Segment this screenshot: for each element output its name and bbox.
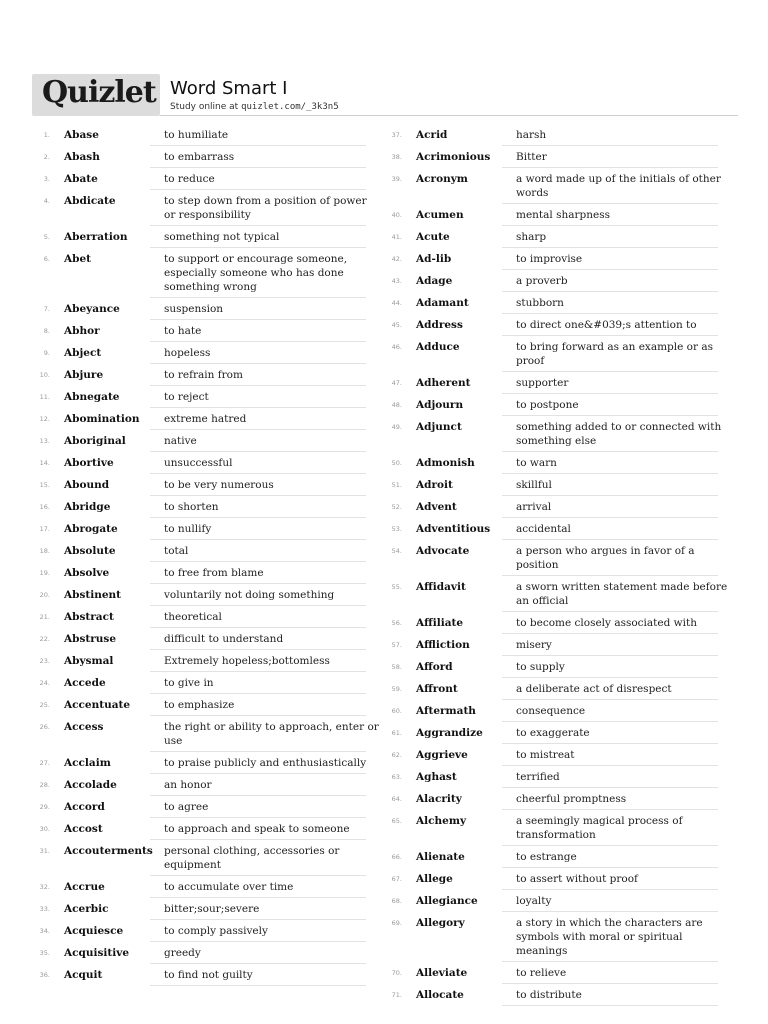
term-number: 29. xyxy=(39,803,50,811)
term-row xyxy=(384,868,722,890)
term-number: 66. xyxy=(391,853,402,861)
term-row xyxy=(32,342,370,364)
term-row xyxy=(384,576,728,612)
set-title: Word Smart I xyxy=(170,78,288,99)
term-word: Allegiance xyxy=(416,895,478,907)
term-definition: to comply passively xyxy=(164,925,268,937)
term-number: 50. xyxy=(391,459,402,467)
term-row xyxy=(384,168,722,204)
term-word: Adjunct xyxy=(416,421,462,433)
term-row xyxy=(384,722,722,744)
term-number: 40. xyxy=(391,211,402,219)
term-definition: to step down from a position of power or responsibility xyxy=(164,195,367,221)
page-header xyxy=(32,74,738,116)
term-number: 42. xyxy=(391,255,402,263)
term-row xyxy=(384,394,722,416)
term-row xyxy=(32,650,370,672)
term-row xyxy=(32,226,370,248)
term-word: Aggrandize xyxy=(416,727,483,739)
term-definition: a seemingly magical process of transformation xyxy=(516,815,683,841)
term-number: 64. xyxy=(391,795,402,803)
term-number: 41. xyxy=(391,233,402,241)
term-word: Allege xyxy=(416,873,453,885)
term-row xyxy=(32,146,370,168)
term-definition: to humiliate xyxy=(164,129,229,141)
term-definition: extreme hatred xyxy=(164,413,247,425)
term-row xyxy=(384,204,722,226)
term-row xyxy=(32,716,379,752)
term-word: Afford xyxy=(416,661,453,673)
term-definition: Bitter xyxy=(516,151,547,163)
term-row xyxy=(32,876,370,898)
term-definition: to improvise xyxy=(516,253,583,265)
term-definition: the right or ability to approach, enter or use xyxy=(164,721,379,747)
term-definition: to reduce xyxy=(164,173,215,185)
term-row xyxy=(32,964,370,986)
term-definition: to reject xyxy=(164,391,209,403)
term-word: Accouterments xyxy=(64,845,153,857)
term-word: Acquiesce xyxy=(64,925,124,937)
term-row xyxy=(384,846,722,868)
term-row xyxy=(32,818,370,840)
term-row xyxy=(384,248,722,270)
logo-text: Quizlet xyxy=(42,75,156,110)
term-definition: an honor xyxy=(164,779,212,791)
term-number: 65. xyxy=(391,817,402,825)
term-definition: a word made up of the initials of other words xyxy=(516,173,721,199)
term-number: 68. xyxy=(391,897,402,905)
term-definition: to find not guilty xyxy=(164,969,253,981)
term-number: 53. xyxy=(391,525,402,533)
term-row xyxy=(384,912,722,962)
term-row xyxy=(384,984,722,1006)
term-definition: to give in xyxy=(164,677,214,689)
term-number: 17. xyxy=(39,525,50,533)
term-definition: voluntarily not doing something xyxy=(164,589,335,601)
term-number: 32. xyxy=(39,883,50,891)
term-number: 43. xyxy=(391,277,402,285)
term-number: 38. xyxy=(391,153,402,161)
term-number: 9. xyxy=(43,349,50,357)
term-definition: greedy xyxy=(164,947,201,959)
term-number: 56. xyxy=(391,619,402,627)
term-word: Adduce xyxy=(416,341,460,353)
term-word: Abnegate xyxy=(64,391,120,403)
term-word: Accede xyxy=(64,677,106,689)
term-word: Acronym xyxy=(416,173,468,185)
term-definition: to agree xyxy=(164,801,209,813)
term-number: 4. xyxy=(43,197,50,205)
term-definition: accidental xyxy=(516,523,571,535)
term-word: Allegory xyxy=(416,917,465,929)
term-definition: loyalty xyxy=(516,895,552,907)
term-row xyxy=(32,562,370,584)
term-row xyxy=(32,584,370,606)
term-number: 52. xyxy=(391,503,402,511)
term-word: Abstruse xyxy=(64,633,117,645)
term-row xyxy=(384,496,722,518)
term-row xyxy=(32,774,370,796)
term-word: Abortive xyxy=(64,457,114,469)
term-definition: something added to or connected with something else xyxy=(516,421,722,447)
term-definition: terrified xyxy=(516,771,560,783)
term-number: 26. xyxy=(39,723,50,731)
term-word: Alleviate xyxy=(416,967,468,979)
term-word: Acrid xyxy=(416,129,448,141)
term-word: Alchemy xyxy=(416,815,467,827)
term-number: 63. xyxy=(391,773,402,781)
term-word: Adjourn xyxy=(416,399,464,411)
term-word: Acrimonious xyxy=(416,151,491,163)
term-number: 23. xyxy=(39,657,50,665)
term-row xyxy=(32,606,370,628)
term-number: 45. xyxy=(391,321,402,329)
term-definition: to support or encourage someone, especially someone who has done something wrong xyxy=(164,253,348,293)
term-row xyxy=(32,694,370,716)
term-number: 19. xyxy=(39,569,50,577)
term-number: 70. xyxy=(391,969,402,977)
term-row xyxy=(384,314,722,336)
term-word: Acute xyxy=(416,231,450,243)
term-word: Abstinent xyxy=(64,589,122,601)
term-definition: stubborn xyxy=(516,297,564,309)
term-row xyxy=(384,226,722,248)
term-row xyxy=(32,672,370,694)
term-number: 6. xyxy=(43,255,50,263)
term-definition: native xyxy=(164,435,197,447)
term-word: Accentuate xyxy=(64,699,131,711)
term-row xyxy=(384,766,722,788)
term-definition: a deliberate act of disrespect xyxy=(516,683,672,695)
term-number: 60. xyxy=(391,707,402,715)
term-number: 30. xyxy=(39,825,50,833)
term-row xyxy=(32,898,370,920)
header-divider xyxy=(160,115,738,116)
term-word: Allocate xyxy=(416,989,464,1001)
term-row xyxy=(32,298,370,320)
term-number: 25. xyxy=(39,701,50,709)
term-row xyxy=(384,372,722,394)
term-row xyxy=(384,678,722,700)
term-number: 48. xyxy=(391,401,402,409)
term-number: 57. xyxy=(391,641,402,649)
term-number: 61. xyxy=(391,729,402,737)
term-word: Accost xyxy=(64,823,103,835)
term-definition: suspension xyxy=(164,303,224,315)
term-definition: bitter;sour;severe xyxy=(164,903,260,915)
term-number: 54. xyxy=(391,547,402,555)
term-number: 46. xyxy=(391,343,402,351)
term-definition: supporter xyxy=(516,377,569,389)
term-definition: misery xyxy=(516,639,552,651)
terms-column-left xyxy=(32,124,379,986)
term-definition: mental sharpness xyxy=(516,209,611,221)
term-number: 37. xyxy=(391,131,402,139)
term-definition: to nullify xyxy=(164,523,212,535)
term-number: 2. xyxy=(43,153,50,161)
term-definition: to estrange xyxy=(516,851,577,863)
term-word: Accrue xyxy=(64,881,105,893)
term-definition: to relieve xyxy=(516,967,567,979)
term-number: 62. xyxy=(391,751,402,759)
term-definition: to hate xyxy=(164,325,202,337)
term-number: 13. xyxy=(39,437,50,445)
term-number: 14. xyxy=(39,459,50,467)
term-definition: to praise publicly and enthusiastically xyxy=(164,757,367,769)
term-row xyxy=(384,890,722,912)
term-number: 18. xyxy=(39,547,50,555)
term-row xyxy=(384,336,722,372)
term-word: Adherent xyxy=(416,377,471,389)
term-number: 51. xyxy=(391,481,402,489)
term-definition: a person who argues in favor of a position xyxy=(516,545,695,571)
term-word: Abrogate xyxy=(64,523,118,535)
term-row xyxy=(384,788,722,810)
term-number: 58. xyxy=(391,663,402,671)
term-definition: to approach and speak to someone xyxy=(164,823,350,835)
term-definition: to be very numerous xyxy=(164,479,274,491)
term-word: Aberration xyxy=(64,231,128,243)
term-number: 10. xyxy=(39,371,50,379)
term-row xyxy=(32,840,370,876)
term-row xyxy=(32,496,370,518)
term-word: Advent xyxy=(416,501,457,513)
term-row xyxy=(384,634,722,656)
term-definition: unsuccessful xyxy=(164,457,233,469)
term-number: 1. xyxy=(43,131,50,139)
term-row xyxy=(384,146,722,168)
term-word: Abomination xyxy=(64,413,140,425)
term-word: Abridge xyxy=(64,501,111,513)
term-row xyxy=(32,364,370,386)
term-definition: to bring forward as an example or as proof xyxy=(516,341,714,367)
term-number: 16. xyxy=(39,503,50,511)
term-row xyxy=(32,190,370,226)
term-definition: harsh xyxy=(516,129,547,141)
term-word: Adamant xyxy=(416,297,469,309)
term-row xyxy=(384,962,722,984)
term-definition: theoretical xyxy=(164,611,222,623)
term-word: Abash xyxy=(64,151,100,163)
term-number: 8. xyxy=(43,327,50,335)
term-word: Aggrieve xyxy=(416,749,468,761)
term-definition: hopeless xyxy=(164,347,211,359)
term-row xyxy=(32,430,370,452)
term-number: 22. xyxy=(39,635,50,643)
term-row xyxy=(384,292,722,314)
term-definition: to supply xyxy=(516,661,565,673)
terms-column-right xyxy=(384,124,728,1006)
term-word: Admonish xyxy=(416,457,475,469)
term-definition: to postpone xyxy=(516,399,579,411)
term-definition: to assert without proof xyxy=(516,873,638,885)
term-number: 55. xyxy=(391,583,402,591)
term-definition: a sworn written statement made before an official xyxy=(516,581,728,607)
term-definition: difficult to understand xyxy=(164,633,284,645)
term-number: 21. xyxy=(39,613,50,621)
term-number: 20. xyxy=(39,591,50,599)
term-definition: to direct one&#039;s attention to xyxy=(516,319,697,331)
term-definition: cheerful promptness xyxy=(516,793,627,805)
term-word: Acquit xyxy=(64,969,103,981)
term-row xyxy=(32,474,370,496)
term-word: Abet xyxy=(64,253,92,265)
term-word: Alienate xyxy=(416,851,465,863)
term-number: 5. xyxy=(43,233,50,241)
term-definition: to free from blame xyxy=(164,567,264,579)
term-word: Abject xyxy=(64,347,102,359)
term-word: Absolve xyxy=(64,567,110,579)
term-number: 47. xyxy=(391,379,402,387)
term-number: 44. xyxy=(391,299,402,307)
term-row xyxy=(32,540,370,562)
term-number: 35. xyxy=(39,949,50,957)
set-url-link[interactable]: quizlet.com/_3k3n5 xyxy=(241,102,339,112)
term-word: Access xyxy=(64,721,104,733)
term-row xyxy=(384,656,722,678)
term-number: 24. xyxy=(39,679,50,687)
term-definition: to embarrass xyxy=(164,151,235,163)
term-word: Abate xyxy=(64,173,98,185)
subtitle-prefix: Study online at xyxy=(170,102,242,112)
term-word: Affidavit xyxy=(416,581,466,593)
term-row xyxy=(384,744,722,766)
term-row xyxy=(32,408,370,430)
term-definition: to shorten xyxy=(164,501,219,513)
term-word: Abdicate xyxy=(64,195,116,207)
set-subtitle xyxy=(170,102,339,112)
term-word: Acquisitive xyxy=(64,947,130,959)
term-number: 39. xyxy=(391,175,402,183)
term-row xyxy=(32,320,370,342)
term-number: 11. xyxy=(39,393,50,401)
term-word: Aftermath xyxy=(416,705,476,717)
term-row xyxy=(384,612,722,634)
term-row xyxy=(384,270,722,292)
term-row xyxy=(384,540,722,576)
term-definition: to distribute xyxy=(516,989,582,1001)
term-row xyxy=(32,248,370,298)
term-definition: to emphasize xyxy=(164,699,235,711)
term-word: Abhor xyxy=(64,325,100,337)
term-definition: to mistreat xyxy=(516,749,575,761)
term-row xyxy=(32,452,370,474)
term-number: 34. xyxy=(39,927,50,935)
term-word: Abysmal xyxy=(64,655,114,667)
term-row xyxy=(384,810,722,846)
term-definition: skillful xyxy=(516,479,552,491)
term-number: 28. xyxy=(39,781,50,789)
term-row xyxy=(32,124,370,146)
term-word: Adroit xyxy=(416,479,453,491)
term-definition: arrival xyxy=(516,501,552,513)
term-row xyxy=(32,628,370,650)
term-row xyxy=(384,518,722,540)
term-word: Abstract xyxy=(64,611,114,623)
term-word: Aboriginal xyxy=(64,435,126,447)
term-word: Accolade xyxy=(64,779,117,791)
quizlet-logo[interactable] xyxy=(32,74,160,116)
term-definition: a proverb xyxy=(516,275,568,287)
term-word: Advocate xyxy=(416,545,470,557)
term-word: Acerbic xyxy=(64,903,109,915)
term-row xyxy=(32,752,370,774)
term-row xyxy=(384,124,722,146)
term-definition: to accumulate over time xyxy=(164,881,294,893)
term-definition: total xyxy=(164,545,189,557)
term-word: Abound xyxy=(64,479,110,491)
term-number: 27. xyxy=(39,759,50,767)
term-number: 59. xyxy=(391,685,402,693)
term-definition: something not typical xyxy=(164,231,280,243)
term-number: 33. xyxy=(39,905,50,913)
term-row xyxy=(384,452,722,474)
term-row xyxy=(32,796,370,818)
term-row xyxy=(384,416,722,452)
term-word: Adage xyxy=(416,275,453,287)
term-word: Affront xyxy=(416,683,458,695)
term-word: Aghast xyxy=(416,771,457,783)
term-word: Alacrity xyxy=(416,793,462,805)
term-word: Abase xyxy=(64,129,99,141)
term-row xyxy=(384,700,722,722)
term-number: 3. xyxy=(43,175,50,183)
term-number: 7. xyxy=(43,305,50,313)
term-word: Absolute xyxy=(64,545,116,557)
term-number: 67. xyxy=(391,875,402,883)
term-word: Acclaim xyxy=(64,757,111,769)
term-definition: sharp xyxy=(516,231,547,243)
term-word: Affliction xyxy=(416,639,470,651)
term-row xyxy=(32,518,370,540)
term-definition: to warn xyxy=(516,457,557,469)
term-number: 31. xyxy=(39,847,50,855)
term-word: Affiliate xyxy=(416,617,464,629)
term-definition: a story in which the characters are symbols with moral or spiritual meanings xyxy=(516,917,703,957)
term-number: 71. xyxy=(391,991,402,999)
term-definition: to become closely associated with xyxy=(516,617,697,629)
term-number: 12. xyxy=(39,415,50,423)
term-definition: to refrain from xyxy=(164,369,243,381)
term-row xyxy=(32,168,370,190)
term-word: Ad-lib xyxy=(416,253,452,265)
term-number: 69. xyxy=(391,919,402,927)
term-word: Accord xyxy=(64,801,105,813)
term-number: 49. xyxy=(391,423,402,431)
term-definition: to exaggerate xyxy=(516,727,590,739)
term-definition: Extremely hopeless;bottomless xyxy=(164,655,330,667)
term-word: Adventitious xyxy=(416,523,491,535)
term-row xyxy=(32,386,370,408)
term-number: 36. xyxy=(39,971,50,979)
term-word: Acumen xyxy=(416,209,464,221)
term-row xyxy=(32,920,370,942)
term-row xyxy=(32,942,370,964)
term-word: Abjure xyxy=(64,369,104,381)
term-word: Abeyance xyxy=(64,303,120,315)
term-row xyxy=(384,474,722,496)
term-number: 15. xyxy=(39,481,50,489)
term-definition: consequence xyxy=(516,705,586,717)
term-definition: personal clothing, accessories or equipment xyxy=(164,845,340,871)
term-word: Address xyxy=(416,319,463,331)
